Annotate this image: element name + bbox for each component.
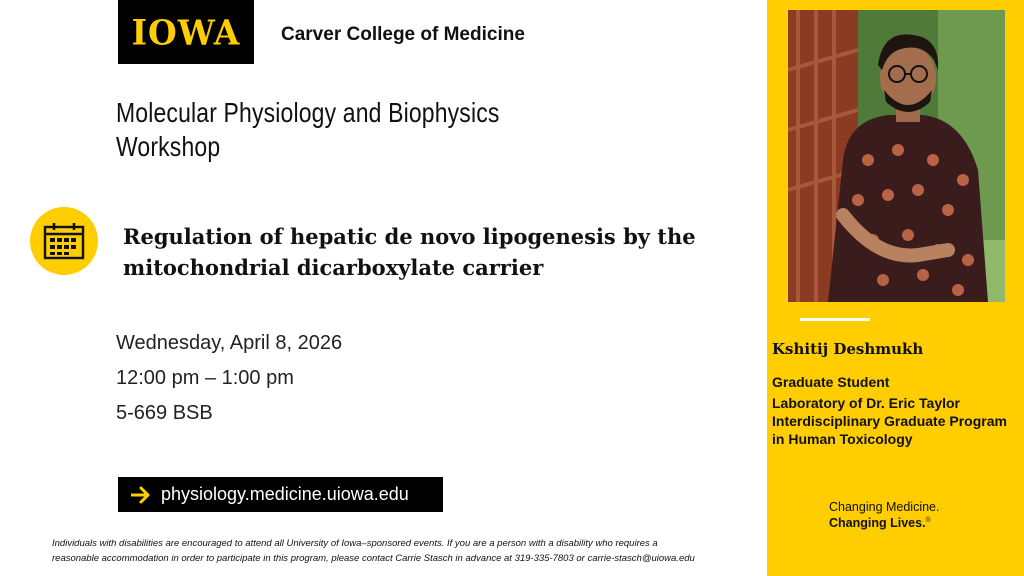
event-time: 12:00 pm – 1:00 pm: [116, 367, 294, 389]
event-location: 5-669 BSB: [116, 402, 213, 424]
college-name: Carver College of Medicine: [281, 24, 525, 45]
registered-mark: ®: [925, 516, 931, 524]
department-title: [116, 96, 500, 164]
tagline-line2-text: Changing Lives.: [829, 516, 926, 530]
calendar-icon: [43, 222, 85, 260]
disclaimer-line1: Individuals with disabilities are encouraged to attend all University of Iowa–sponsored events. If you are a person with a disability who requires a: [52, 538, 658, 549]
affiliation-line: Laboratory of Dr. Eric Taylor: [772, 395, 961, 411]
affiliation-line: in Human Toxicology: [772, 431, 913, 447]
website-url[interactable]: physiology.medicine.uiowa.edu: [161, 484, 409, 504]
divider: [800, 318, 870, 321]
event-date: Wednesday, April 8, 2026: [116, 332, 343, 354]
calendar-badge: [30, 207, 98, 275]
accessibility-disclaimer: [52, 536, 764, 566]
talk-title: Regulation of hepatic de novo lipogenesis by the mitochondrial dicarboxylate carrier: [123, 224, 696, 280]
tagline-line1: Changing Medicine.: [829, 500, 940, 514]
speaker-name: Kshitij Deshmukh: [772, 340, 924, 358]
disclaimer-line2: reasonable accommodation in order to participate in this program, please contact Carrie Stasch in advance at 319-335-7803 or carrie-stasch@uiowa.edu: [52, 553, 695, 564]
speaker-affiliation: [772, 394, 1024, 448]
event-details: [116, 330, 342, 435]
speaker-photo: [788, 10, 1005, 302]
website-link[interactable]: [118, 477, 443, 512]
speaker-panel: [767, 0, 1024, 576]
affiliation-line: Interdisciplinary Graduate Program: [772, 413, 1007, 429]
arrow-right-icon: [131, 486, 151, 504]
tagline-line2: [829, 516, 931, 530]
department-line2: Workshop: [116, 131, 221, 162]
iowa-logo: [118, 0, 254, 64]
speaker-photo-illustration: [788, 10, 1005, 302]
department-line1: Molecular Physiology and Biophysics: [116, 97, 500, 128]
logo-text: IOWA: [131, 11, 241, 53]
speaker-role: Graduate Student: [772, 374, 890, 390]
